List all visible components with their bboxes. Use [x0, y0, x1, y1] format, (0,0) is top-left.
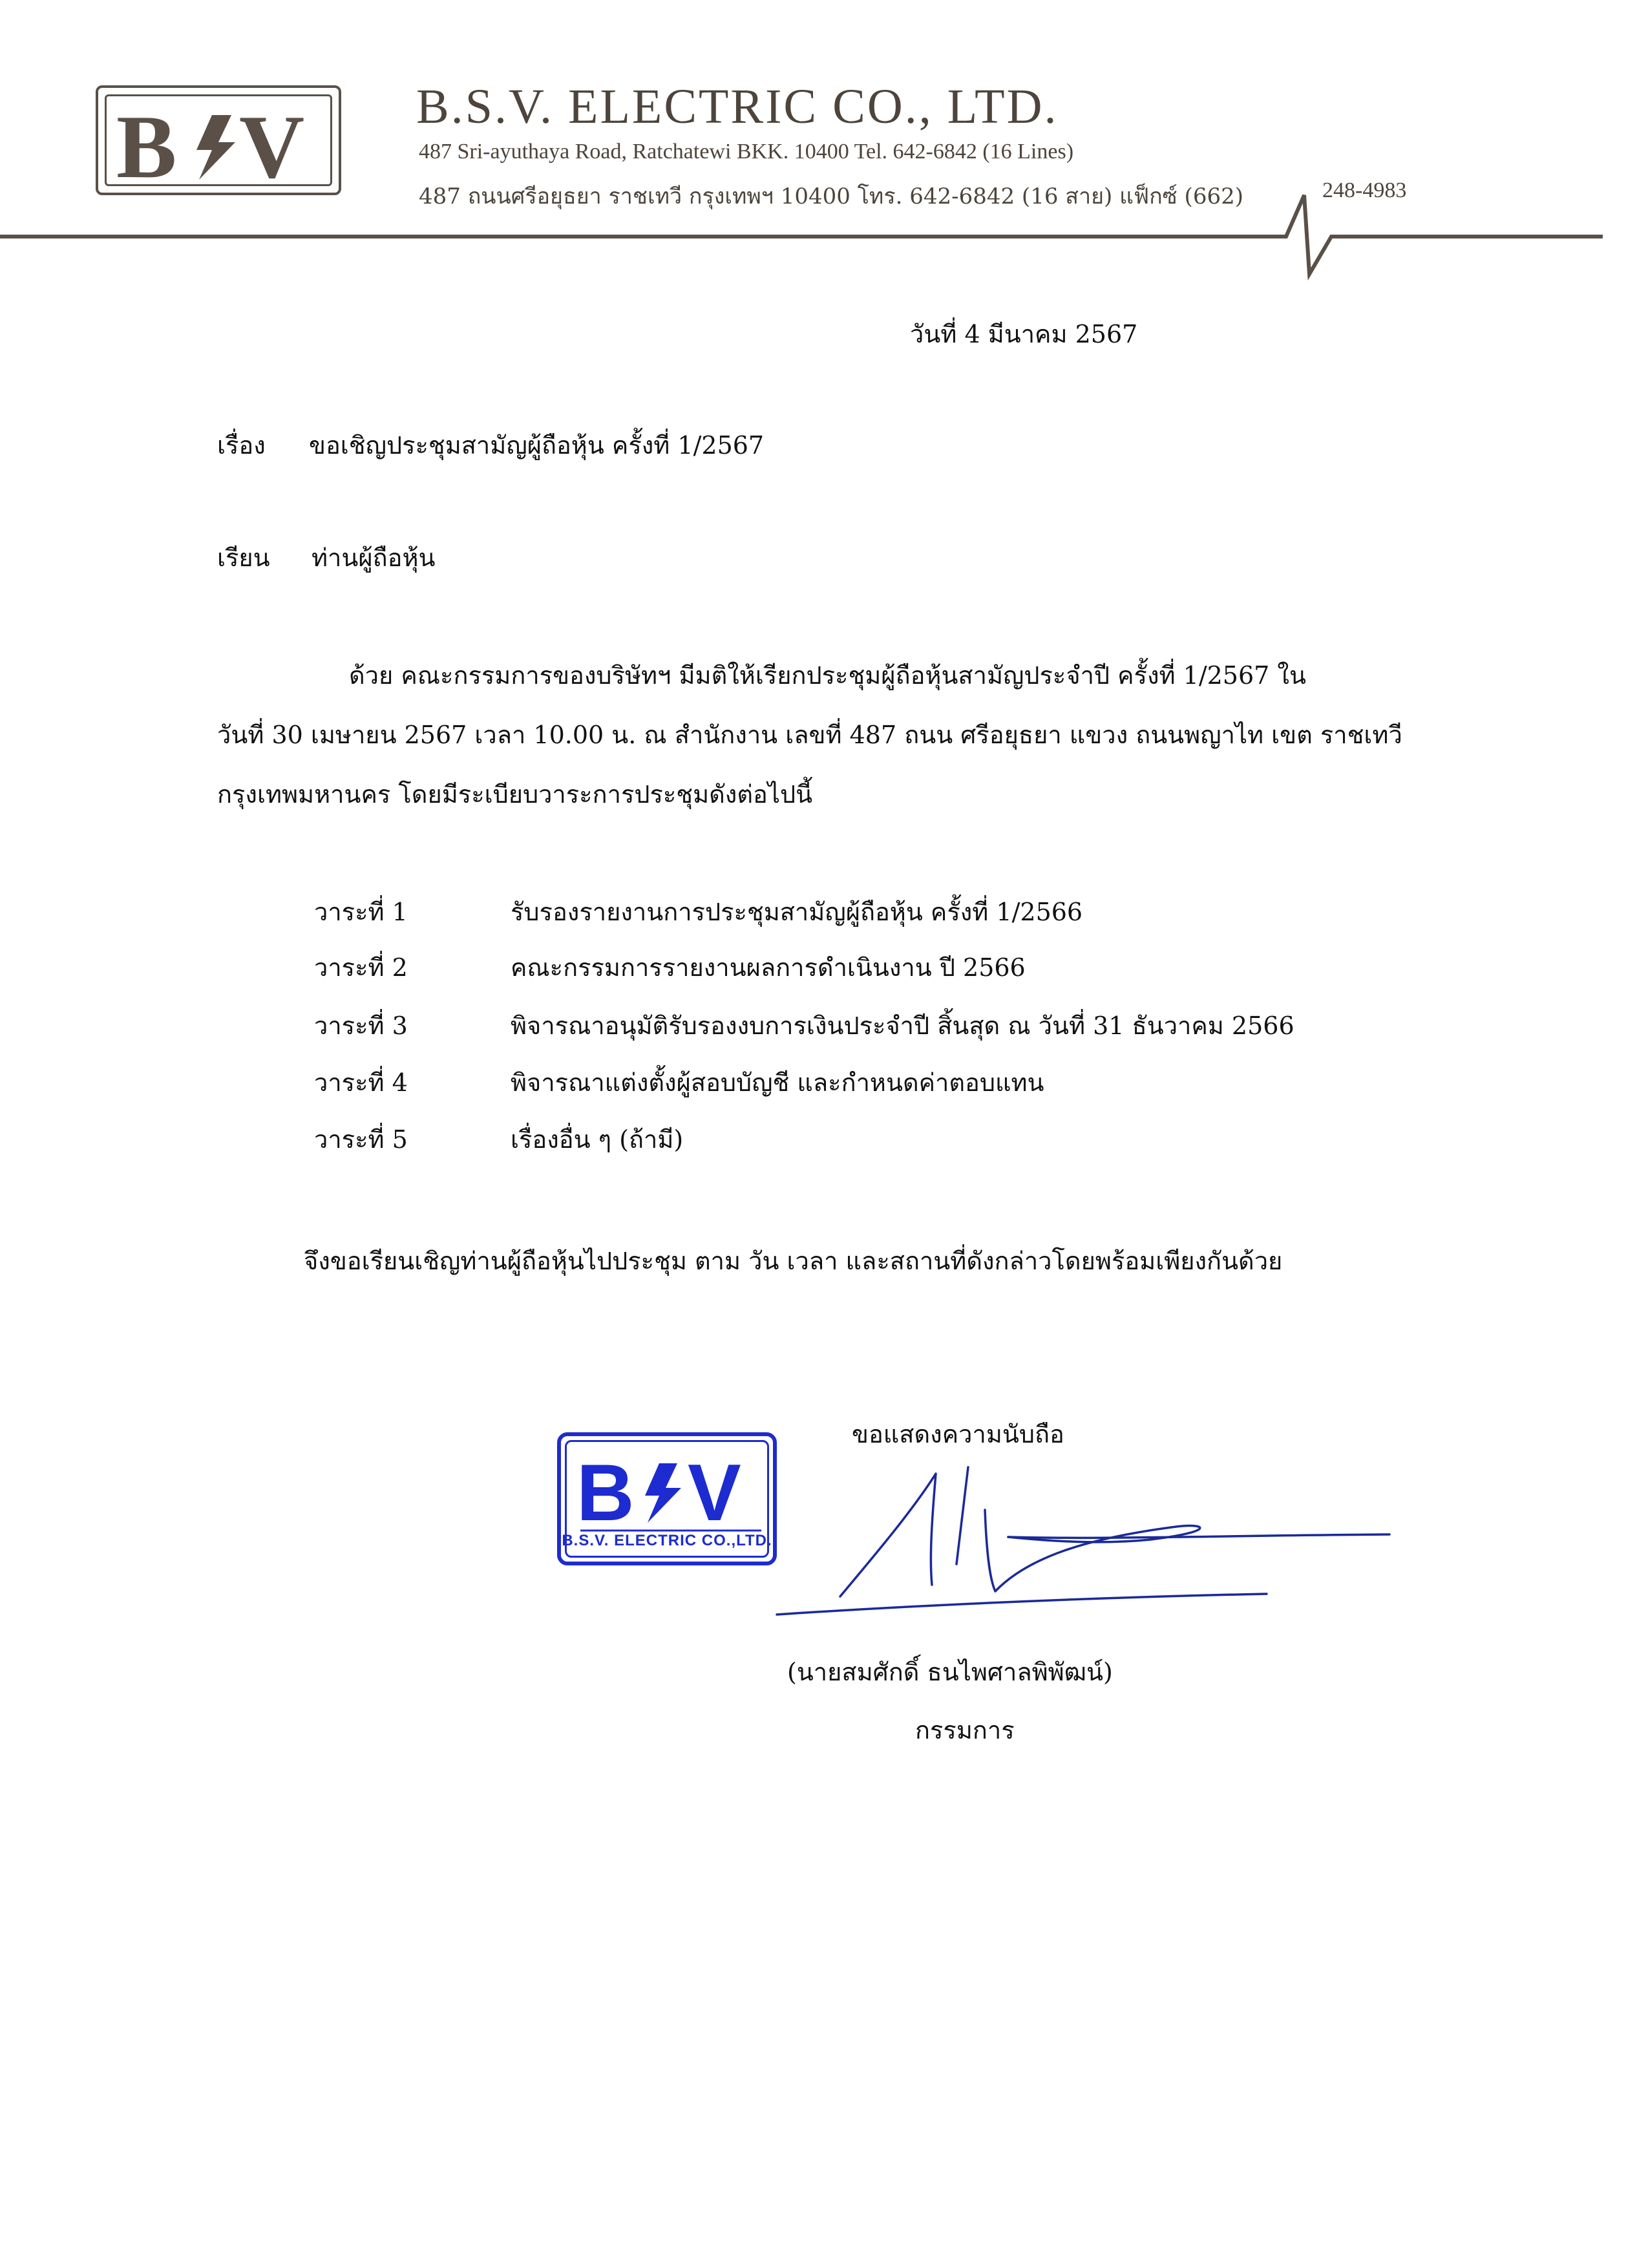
- header-divider-line: [0, 0, 1648, 297]
- body-paragraph-line: กรุงเทพมหานคร โดยมีระเบียบวาระการประชุมดังต่อไปนี้: [217, 780, 813, 809]
- company-address-en: 487 Sri-ayuthaya Road, Ratchatewi BKK. 10400 Tel. 642-6842 (16 Lines): [419, 140, 1074, 164]
- stamp-caption: B.S.V. ELECTRIC CO.,LTD.: [562, 1532, 772, 1549]
- agenda-item-text: พิจารณาอนุมัติรับรองงบการเงินประจำปี สิ้นสุด ณ วันที่ 31 ธันวาคม 2566: [511, 1012, 1294, 1040]
- recipient-text: ท่านผู้ถือหุ้น: [312, 544, 436, 572]
- agenda-item-number: วาระที่ 4: [314, 1068, 408, 1097]
- svg-text:V: V: [239, 97, 305, 197]
- subject-text: ขอเชิญประชุมสามัญผู้ถือหุ้น ครั้งที่ 1/2567: [309, 431, 765, 460]
- agenda-item-number: วาระที่ 3: [314, 1012, 408, 1040]
- agenda-item-text: รับรองรายงานการประชุมสามัญผู้ถือหุ้น ครั้งที่ 1/2566: [511, 898, 1083, 926]
- agenda-item-number: วาระที่ 5: [314, 1125, 408, 1154]
- company-fax-number: 248-4983: [1322, 178, 1407, 202]
- agenda-item-text: พิจารณาแต่งตั้งผู้สอบบัญชี และกำหนดค่าตอบแทน: [511, 1068, 1044, 1097]
- letter-date: วันที่ 4 มีนาคม 2567: [910, 320, 1138, 348]
- agenda-item-text: คณะกรรมการรายงานผลการดำเนินงาน ปี 2566: [511, 953, 1026, 982]
- recipient-label: เรียน: [217, 544, 270, 572]
- svg-text:B: B: [576, 1448, 635, 1538]
- signer-name: (นายสมศักดิ์ ธนไพศาลพิพัฒน์): [787, 1658, 1113, 1686]
- agenda-item-number: วาระที่ 1: [314, 898, 408, 926]
- subject-label: เรื่อง: [217, 431, 266, 460]
- agenda-item-text: เรื่องอื่น ๆ (ถ้ามี): [511, 1125, 684, 1154]
- svg-text:V: V: [688, 1448, 741, 1538]
- body-paragraph-line: ด้วย คณะกรรมการของบริษัทฯ มีมติให้เรียกประชุมผู้ถือหุ้นสามัญประจำปี ครั้งที่ 1/2567 ใน: [349, 661, 1306, 690]
- signer-title: กรรมการ: [915, 1716, 1015, 1744]
- body-paragraph-line: วันที่ 30 เมษายน 2567 เวลา 10.00 น. ณ สำนักงาน เลขที่ 487 ถนน ศรีอยุธยา แขวง ถนนพญาไท เขต ราชเทวี: [217, 721, 1402, 749]
- company-stamp: [557, 1432, 777, 1565]
- handwritten-signature: [763, 1448, 1396, 1642]
- agenda-item-number: วาระที่ 2: [314, 953, 408, 982]
- closing-sentence: จึงขอเรียนเชิญท่านผู้ถือหุ้นไปประชุม ตาม วัน เวลา และสถานที่ดังกล่าวโดยพร้อมเพียงกันด้วย: [304, 1247, 1283, 1275]
- complimentary-close: ขอแสดงความนับถือ: [852, 1420, 1064, 1448]
- company-name: B.S.V. ELECTRIC CO., LTD.: [416, 79, 1059, 134]
- company-address-th: 487 ถนนศรีอยุธยา ราชเทวี กรุงเทพฯ 10400 โทร. 642-6842 (16 สาย) แฟ็กซ์ (662): [419, 184, 1243, 209]
- svg-text:B: B: [116, 97, 177, 197]
